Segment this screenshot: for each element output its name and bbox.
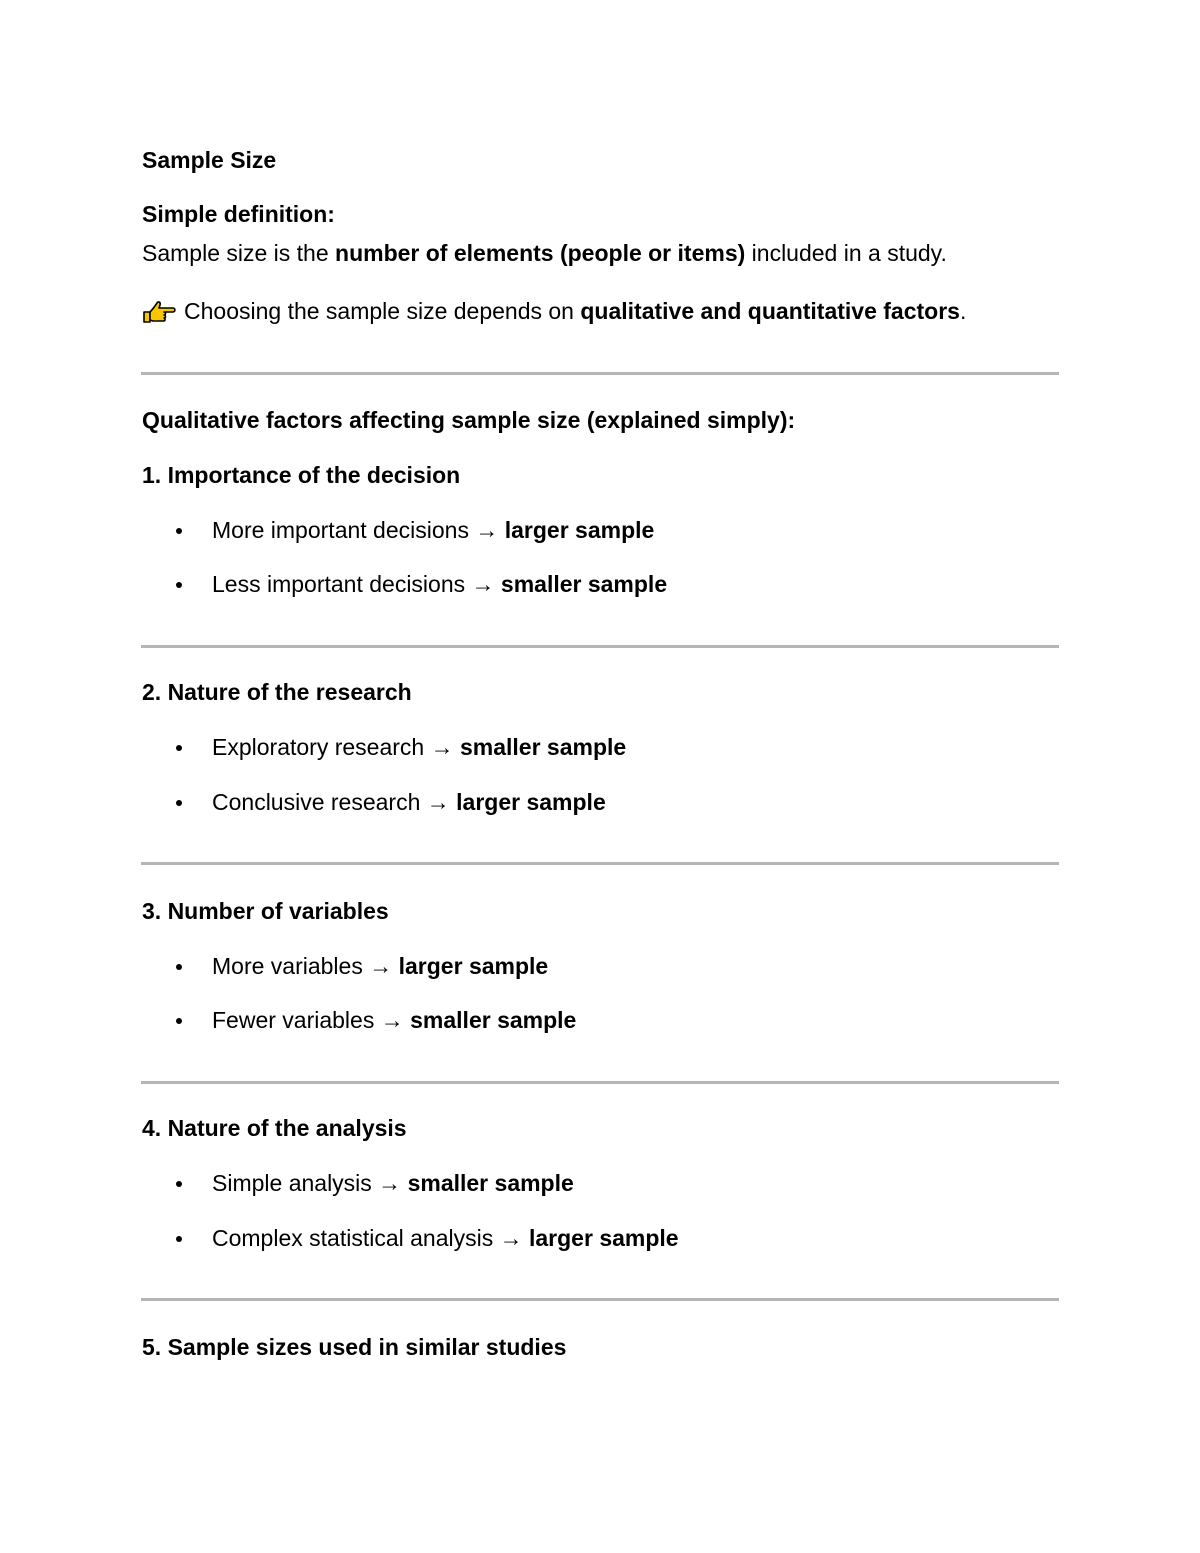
note-text-bold: qualitative and quantitative factors bbox=[580, 298, 960, 324]
bullet-icon bbox=[176, 964, 182, 970]
definition-heading: Simple definition: bbox=[142, 201, 335, 227]
bullet-icon bbox=[176, 1236, 182, 1242]
pointing-hand-icon bbox=[142, 298, 176, 324]
definition-text-post: included in a study. bbox=[745, 240, 947, 266]
list-item-bold: smaller sample bbox=[459, 734, 627, 760]
factor-heading: 3. Number of variables bbox=[142, 898, 389, 924]
definition-text-pre: Sample size is the bbox=[142, 240, 336, 266]
definition-text bbox=[142, 238, 947, 268]
bullet-icon bbox=[176, 1018, 182, 1024]
list-item-bold: smaller sample bbox=[407, 1170, 574, 1196]
divider bbox=[141, 372, 1059, 375]
list-item-bold: larger sample bbox=[529, 1225, 679, 1251]
list-item-bold: larger sample bbox=[504, 517, 655, 543]
list-item-text: Complex statistical analysis → bbox=[212, 1225, 529, 1251]
factor-heading: 2. Nature of the research bbox=[142, 679, 412, 705]
bullet-icon bbox=[176, 1181, 182, 1187]
document-title: Sample Size bbox=[142, 147, 277, 173]
list-item-text: More important decisions → bbox=[212, 517, 505, 543]
section-heading: Qualitative factors affecting sample size (explained simply): bbox=[142, 407, 796, 433]
bullet-icon bbox=[176, 582, 182, 588]
definition-text-bold: number of elements (people or items) bbox=[335, 240, 746, 266]
list-item-bold: larger sample bbox=[456, 789, 606, 815]
list-item-text: Exploratory research → bbox=[212, 734, 460, 760]
list-item-text: Conclusive research → bbox=[212, 789, 457, 815]
bullet-icon bbox=[176, 528, 182, 534]
note-text bbox=[142, 296, 966, 326]
divider bbox=[141, 862, 1059, 865]
divider bbox=[141, 1298, 1059, 1301]
list-item-bold: larger sample bbox=[398, 953, 549, 979]
list-item-text: Simple analysis → bbox=[212, 1170, 408, 1196]
divider bbox=[141, 645, 1059, 648]
bullet-icon bbox=[176, 745, 182, 751]
list-item-text: More variables → bbox=[212, 953, 399, 979]
list-item-bold: smaller sample bbox=[500, 571, 668, 597]
note-text-pre: Choosing the sample size depends on bbox=[184, 298, 581, 324]
list-item-text: Fewer variables → bbox=[212, 1007, 411, 1033]
factor-heading: 5. Sample sizes used in similar studies bbox=[142, 1334, 567, 1360]
note-text-post: . bbox=[959, 298, 967, 324]
bullet-icon bbox=[176, 800, 182, 806]
list-item-text: Less important decisions → bbox=[212, 571, 501, 597]
list-item-bold: smaller sample bbox=[410, 1007, 577, 1033]
divider bbox=[141, 1081, 1059, 1084]
factor-heading: 1. Importance of the decision bbox=[142, 462, 461, 488]
factor-heading: 4. Nature of the analysis bbox=[142, 1115, 407, 1141]
